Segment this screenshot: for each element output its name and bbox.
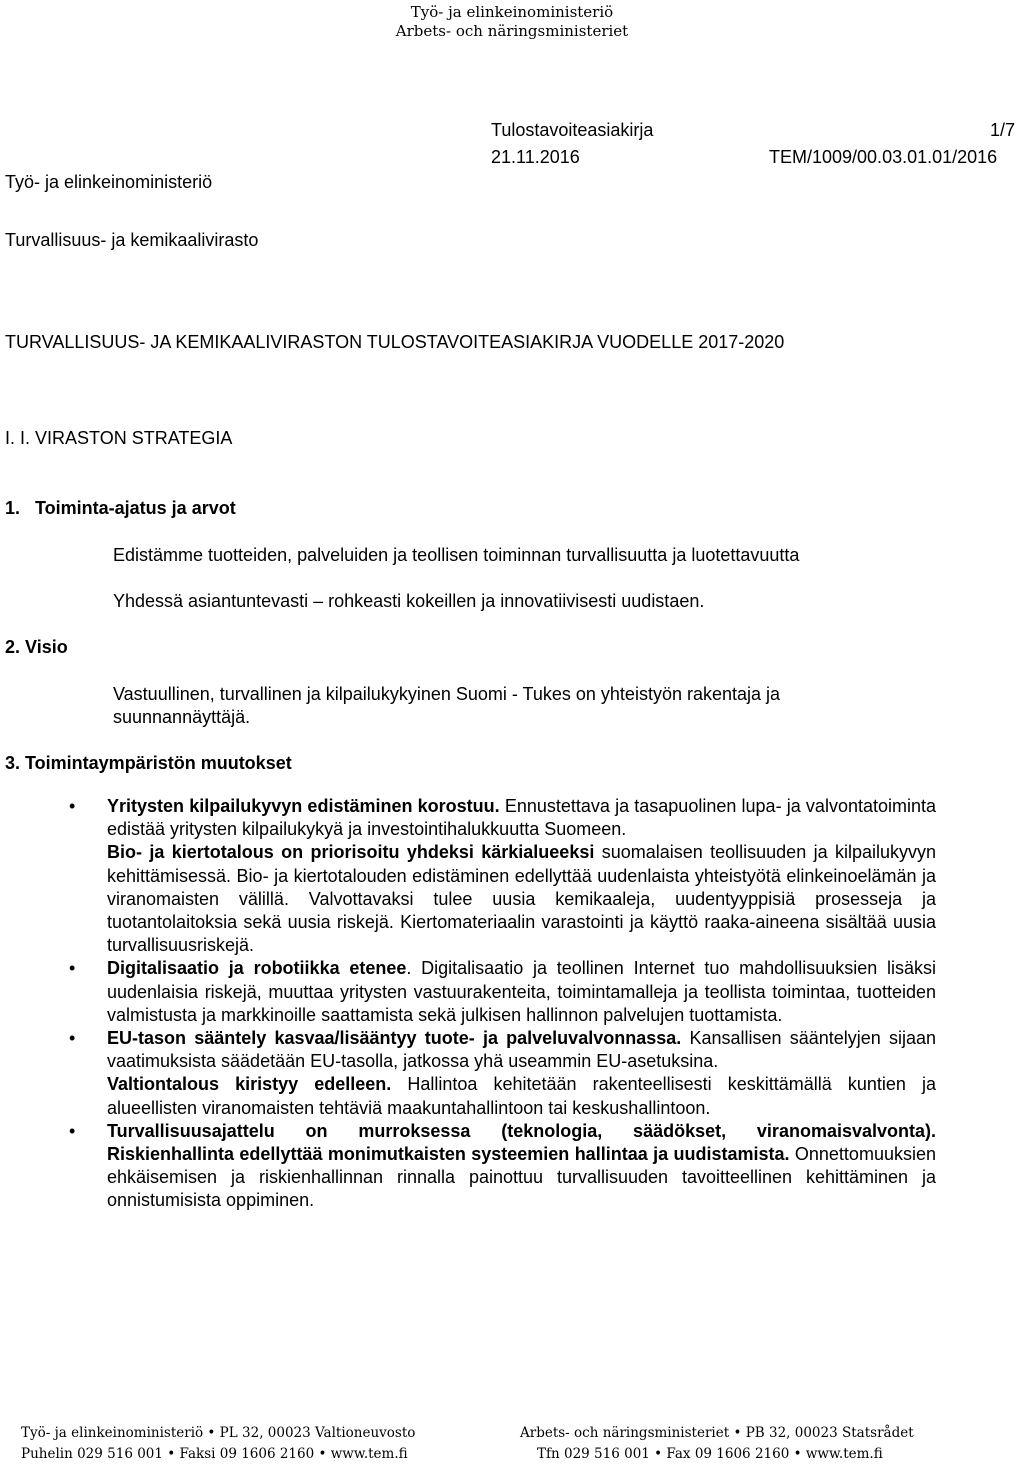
list-item: [64, 1027, 936, 1120]
mission-text: Edistämme tuotteiden, palveluiden ja teollisen toiminnan turvallisuutta ja luotettavuutta: [113, 545, 800, 565]
item-1b-highlight: Bio- ja kiertotalous on priorisoitu yhdeksi kärkialueeksi: [107, 842, 595, 863]
document-title: TURVALLISUUS- JA KEMIKAALIVIRASTON TULOSTAVOITEASIAKIRJA VUODELLE 2017-2020: [5, 332, 785, 352]
bullet-marker: •: [69, 958, 76, 979]
list-item: [64, 795, 936, 957]
section-3-title: 3. Toimintaympäristön muutokset: [5, 753, 292, 773]
footer-contact-fi: Puhelin 029 516 001 • Faksi 09 1606 2160 • www.tem.fi: [21, 1446, 408, 1462]
section-1-title: Toiminta-ajatus ja arvot: [35, 498, 236, 518]
page-number: 1/7: [990, 120, 1016, 140]
footer-address-sv: Arbets- och näringsministeriet • PB 32, 00023 Statsrådet: [520, 1425, 914, 1441]
bullet-marker: •: [69, 796, 76, 816]
item-1b-text: suomalaisen teollisuuden ja kilpailukyvyn kehittämisessä. Bio- ja kiertotalouden edistäminen edellyttää uudenlaista yhteistyötä elinkeinoelämän ja viranomaisten välillä. Valvottavaksi tulee uusia kemikaaleja, uudentyyppisiä prosesseja ja tuotantolaitoksia sekä uusia riskejä. Kiertomateriaalin varastointi ja käyttö raaka-aineena sisältää uusia turvallisuusriskejä.: [107, 842, 936, 956]
letterhead-ministry-fi: Työ- ja elinkeinoministeriö: [410, 3, 614, 21]
item-1-text: Ennustettava ja tasapuolinen lupa- ja valvontatoiminta edistää yritysten kilpailukykyä ja investointihalukkuutta Suomeen.: [107, 796, 936, 840]
item-3-text: Kansallisen sääntelyjen sijaan vaatimuksista säädetään EU-tasolla, jatkossa yhä useammin EU-asetuksina.: [107, 1028, 937, 1072]
party-agency: Turvallisuus- ja kemikaalivirasto: [5, 230, 259, 250]
item-3b-text: Hallintoa kehitetään rakenteellisesti keskittämällä kuntien ja alueellisten viranomaisten tehtäviä maakuntahallintoon tai keskushallintoon.: [107, 1074, 936, 1118]
letterhead-ministry-sv: Arbets- och näringsministeriet: [395, 22, 629, 40]
list-item: [64, 1120, 936, 1213]
list-item: [64, 957, 936, 1027]
item-3b-highlight: Valtiontalous kiristyy edelleen.: [107, 1074, 392, 1095]
section-heading-strategy: I. I. VIRASTON STRATEGIA: [5, 428, 233, 448]
vision-text-line-1: Vastuullinen, turvallinen ja kilpailukykyinen Suomi - Tukes on yhteistyön rakentaja ja: [113, 684, 781, 704]
item-4-highlight: Turvallisuusajattelu on murroksessa (teknologia, säädökset, viranomaisvalvonta). Riskienhallinta edellyttää monimutkaisten systeemien hallintaa ja uudistamista.: [107, 1120, 936, 1165]
bullet-marker: •: [69, 1028, 76, 1049]
item-1-highlight: Yritysten kilpailukyvyn edistäminen korostuu.: [107, 796, 500, 816]
party-ministry: Työ- ja elinkeinoministeriö: [5, 172, 213, 192]
item-2-highlight: Digitalisaatio ja robotiikka etenee: [107, 958, 407, 979]
doc-date: 21.11.2016: [491, 147, 580, 167]
vision-text-line-2: suunnannäyttäjä.: [113, 707, 251, 727]
section-1-number: 1.: [5, 498, 21, 518]
item-2-text: . Digitalisaatio ja teollinen Internet tuo mahdollisuuksien lisäksi uudenlaisia riskejä, muuttaa yritysten vastuurakenteita, toimintamalleja ja teollista toimintaa, tuotteiden valmistusta ja markkinoille saattamista sekä julkisen hallinnon palvelujen tuottamista.: [107, 958, 937, 1025]
doc-reference: TEM/1009/00.03.01.01/2016: [769, 147, 998, 167]
values-text: Yhdessä asiantuntevasti – rohkeasti kokeillen ja innovatiivisesti uudistaen.: [113, 591, 705, 611]
footer-address-fi: Työ- ja elinkeinoministeriö • PL 32, 00023 Valtioneuvosto: [21, 1425, 416, 1441]
doc-type: Tulostavoiteasiakirja: [491, 120, 654, 140]
footer-contact-sv: Tfn 029 516 001 • Fax 09 1606 2160 • www.tem.fi: [537, 1446, 883, 1462]
item-3-highlight: EU-tason sääntely kasvaa/lisääntyy tuote- ja palveluvalvonnassa.: [107, 1028, 682, 1049]
bullet-marker: •: [69, 1120, 76, 1141]
item-4-text: Onnettomuuksien ehkäisemisen ja riskienhallinnan rinnalla painottuu turvallisuuden tavoitteellinen kehittäminen ja onnistumisista oppiminen.: [107, 1144, 936, 1211]
section-2-title: 2. Visio: [5, 637, 68, 657]
changes-list: [64, 795, 936, 1213]
